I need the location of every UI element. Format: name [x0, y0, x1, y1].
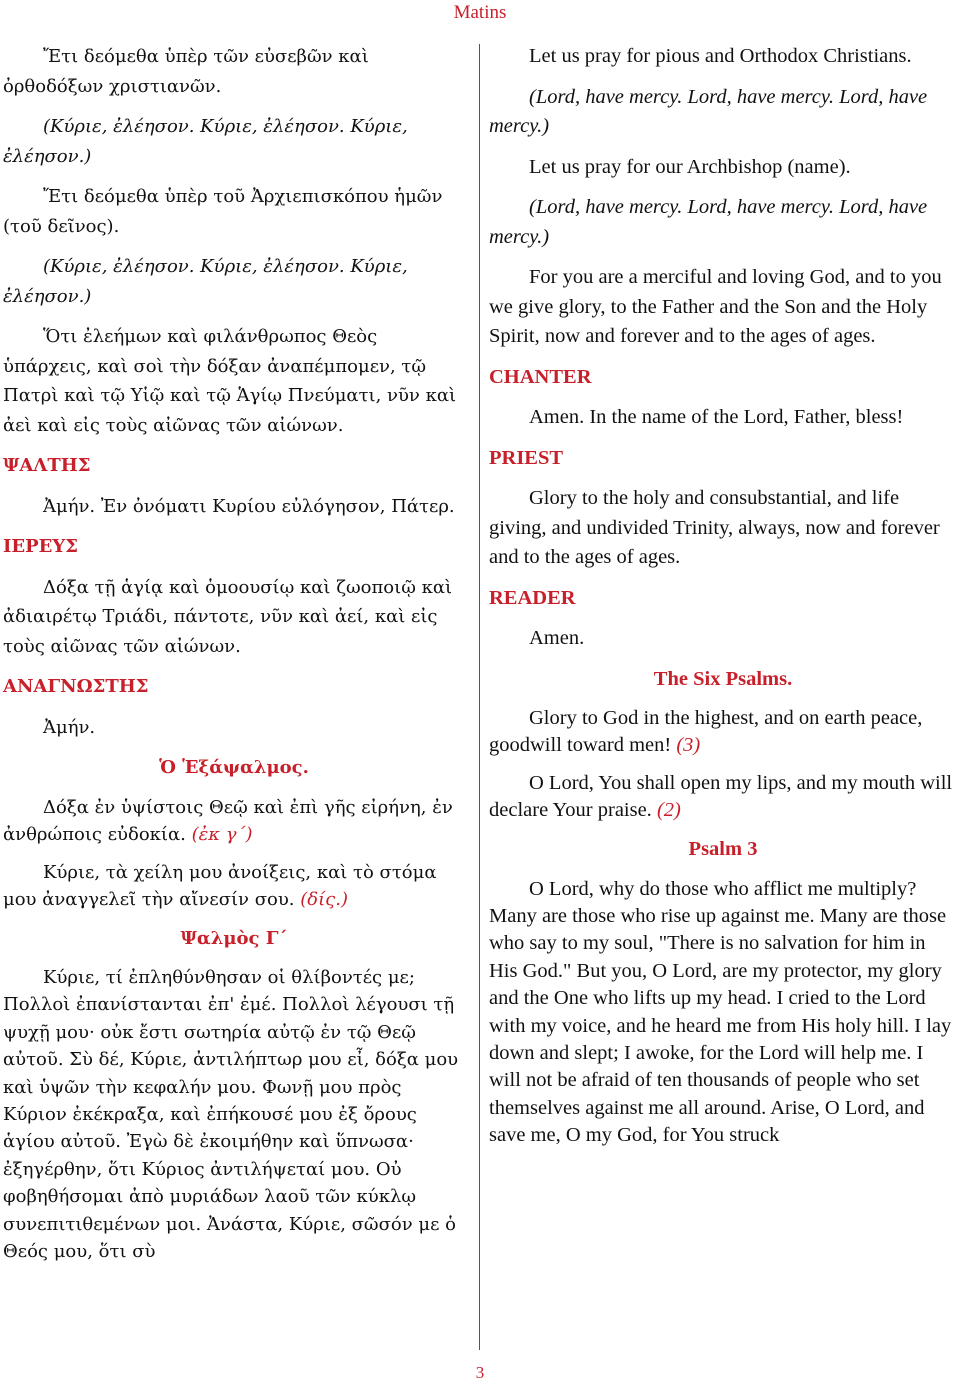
english-exclamation: For you are a merciful and loving God, and to you we give glory, to the Father and the Son and the Holy Spirit, now and forever and to the ages of ages.	[489, 266, 942, 347]
greek-exclamation: Ὅτι ἐλεήμων καὶ φιλάνθρωπος Θεὸς ὑπάρχεις, καὶ σοὶ τὴν δόξαν ἀναπέμπομεν, τῷ Πατρὶ καὶ τῷ Υἱῷ καὶ τῷ Ἁγίῳ Πνεύματι, νῦν καὶ ἀεὶ καὶ εἰς τοὺς αἰῶνας τῶν αἰώνων.	[3, 326, 457, 436]
greek-petition-2: Ἔτι δεόμεθα ὑπὲρ τοῦ Ἀρχιεπισκόπου ἡμῶν (τοῦ δεῖνος).	[3, 186, 443, 237]
greek-open-lips	[3, 859, 465, 913]
greek-psalm-title: Ψαλμὸς Γ΄	[180, 927, 288, 949]
greek-open-lips-text: Κύριε, τὰ χείλη μου ἀνοίξεις, καὶ τὸ στόμα μου ἀναγγελεῖ τὴν αἴνεσίν σου.	[3, 861, 437, 910]
english-role-chanter: CHANTER	[489, 365, 592, 388]
english-role-priest: PRIEST	[489, 446, 564, 469]
english-repeat-note-1: (3)	[676, 734, 701, 756]
english-glory-highest	[489, 705, 957, 759]
greek-response-1: (Κύριε, ἐλέησον. Κύριε, ἐλέησον. Κύριε, ἐλέησον.)	[3, 116, 408, 167]
english-repeat-note-2: (2)	[656, 799, 681, 821]
english-glory-highest-text: Glory to God in the highest, and on earth peace, goodwill toward men!	[489, 707, 923, 756]
english-section-title: The Six Psalms.	[653, 667, 793, 690]
english-response-2: (Lord, have mercy. Lord, have mercy. Lord, have mercy.)	[489, 196, 928, 248]
greek-repeat-note-1: (ἐκ γ΄)	[191, 823, 253, 845]
greek-amen-bless: Ἀμήν. Ἐν ὀνόματι Κυρίου εὐλόγησον, Πάτερ.	[43, 495, 455, 517]
english-petition-1: Let us pray for pious and Orthodox Christians.	[529, 45, 912, 67]
greek-petition-1: Ἔτι δεόμεθα ὑπὲρ τῶν εὐσεβῶν καὶ ὀρθοδόξων χριστιανῶν.	[3, 46, 369, 97]
english-glory-trinity: Glory to the holy and consubstantial, and life giving, and undivided Trinity, always, now and forever and to the ages of ages.	[489, 487, 940, 568]
english-amen-bless: Amen. In the name of the Lord, Father, bless!	[529, 406, 904, 428]
greek-role-priest: ΙΕΡΕΥΣ	[3, 536, 78, 557]
greek-glory-highest	[3, 794, 465, 848]
english-column	[489, 42, 957, 1150]
english-open-lips	[489, 770, 957, 824]
english-psalm-text: O Lord, why do those who afflict me multiply? Many are those who rise up against me. Many are those who say to my soul, "There is no salvation for him in His God." But you, O Lord, are my protector, my glory and the One who lifts up my head. I cried to the Lord with my voice, and he heard me from His holy hill. I lay down and slept; I awoke, for the Lord will help me. I will not be afraid of ten thousands of people who set themselves against me all around. Arise, O Lord, and save me, O my God, for You struck	[489, 877, 952, 1147]
column-divider	[479, 44, 480, 1350]
greek-repeat-note-2: (δίς.)	[300, 888, 348, 910]
english-petition-2: Let us pray for our Archbishop (name).	[529, 155, 851, 178]
greek-response-2: (Κύριε, ἐλέησον. Κύριε, ἐλέησον. Κύριε, ἐλέησον.)	[3, 256, 408, 307]
greek-glory-highest-text: Δόξα ἐν ὑψίστοις Θεῷ καὶ ἐπὶ γῆς εἰρήνη, ἐν ἀνθρώποις εὐδοκία.	[3, 796, 453, 845]
page-number: 3	[475, 1363, 485, 1382]
english-amen: Amen.	[529, 627, 585, 649]
english-response-1: (Lord, have mercy. Lord, have mercy. Lord, have mercy.)	[489, 85, 928, 137]
greek-role-chanter: ΨΑΛΤΗΣ	[3, 455, 91, 476]
greek-amen: Ἀμήν.	[43, 716, 96, 738]
page-header: Matins	[453, 2, 507, 23]
english-psalm-title: Psalm 3	[688, 838, 758, 860]
english-open-lips-text: O Lord, You shall open my lips, and my mouth will declare Your praise.	[489, 772, 953, 821]
greek-section-title: Ὁ Ἑξάψαλμος.	[159, 757, 309, 778]
greek-glory-trinity: Δόξα τῇ ἁγίᾳ καὶ ὁμοουσίῳ καὶ ζωοποιῷ καὶ ἀδιαιρέτῳ Τριάδι, πάντοτε, νῦν καὶ ἀεί, καὶ εἰς τοὺς αἰῶνας τῶν αἰώνων.	[3, 576, 453, 657]
greek-psalm-text: Κύριε, τί ἐπληθύνθησαν οἱ θλίβοντές με; Πολλοὶ ἐπανίστανται ἐπ' ἐμέ. Πολλοὶ λέγουσι τῇ ψυχῇ μου· οὐκ ἔστι σωτηρία αὐτῷ ἐν τῷ Θεῷ αὐτοῦ. Σὺ δέ, Κύριε, ἀντιλήπτωρ μου εἶ, δόξα μου καὶ ὑψῶν τὴν κεφαλήν μου. Φωνῇ μου πρὸς Κύριον ἐκέκραξα, καὶ ἐπήκουσέ μου ἐξ ὄρους ἁγίου αὐτοῦ. Ἐγὼ δὲ ἐκοιμήθην καὶ ὕπνωσα· ἐξηγέρθην, ὅτι Κύριος ἀντιλήψεταί μου. Οὐ φοβηθήσομαι ἀπὸ μυριάδων λαοῦ τῶν κύκλῳ συνεπιτιθεμένων μοι. Ἀνάστα, Κύριε, σῶσόν με ὁ Θεός μου, ὅτι σὺ	[3, 967, 459, 1263]
greek-role-reader: ΑΝΑΓΝΩΣΤΗΣ	[3, 676, 149, 697]
greek-column	[3, 42, 465, 1265]
english-role-reader: READER	[489, 586, 576, 609]
